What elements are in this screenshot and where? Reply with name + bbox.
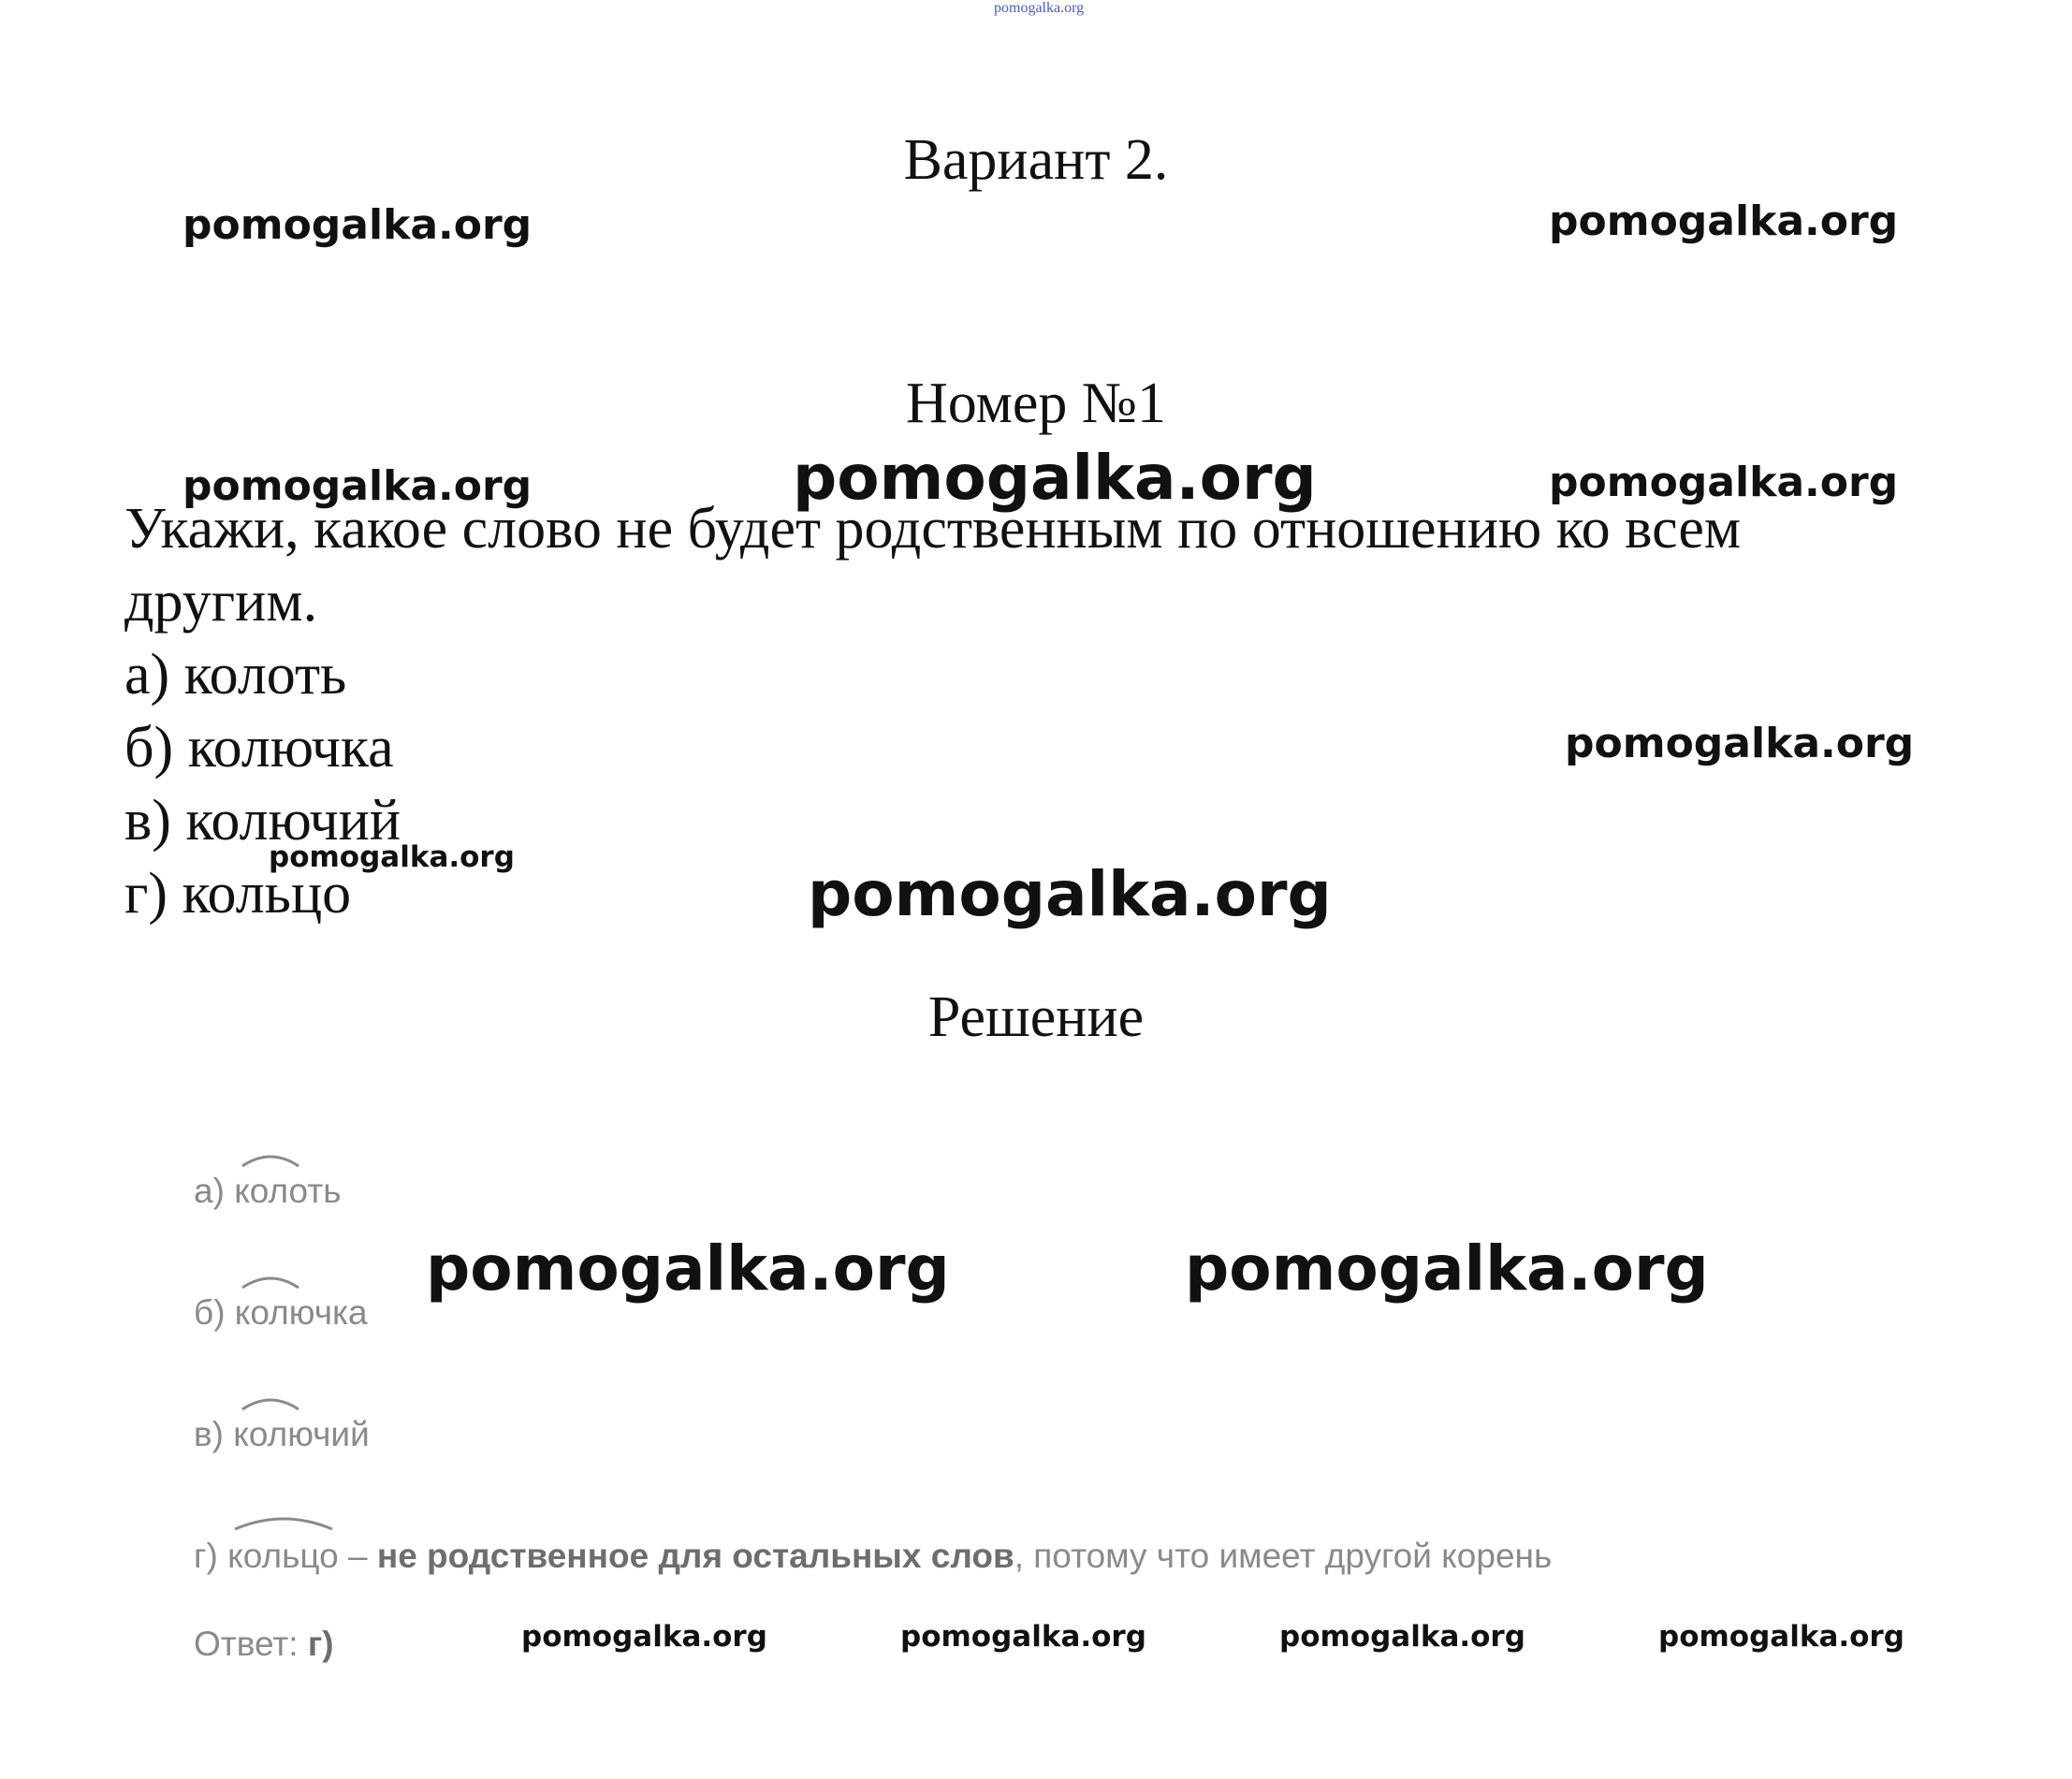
solution-row-g bbox=[194, 1537, 1552, 1576]
solution-row-a bbox=[194, 1172, 342, 1211]
watermark: pomogalka.org bbox=[900, 1620, 1146, 1654]
solution-word: колючий bbox=[233, 1415, 370, 1453]
watermark: pomogalka.org bbox=[793, 442, 1317, 514]
solution-word: кольцо bbox=[227, 1537, 339, 1575]
solution-dash: – bbox=[338, 1537, 377, 1575]
task-option-b: б) колючка bbox=[124, 716, 394, 780]
task-option-v: в) колючий bbox=[124, 789, 401, 853]
watermark: pomogalka.org bbox=[1549, 197, 1899, 245]
solution-prefix: в) bbox=[194, 1415, 224, 1453]
watermark: pomogalka.org bbox=[808, 858, 1332, 930]
solution-word: колючка bbox=[234, 1293, 368, 1332]
solution-prefix: г) bbox=[194, 1537, 218, 1575]
root-arc-icon bbox=[240, 1147, 301, 1170]
solution-word: колоть bbox=[234, 1172, 342, 1210]
task-option-g: г) кольцо bbox=[124, 862, 352, 926]
root-arc-icon bbox=[232, 1510, 335, 1533]
watermark: pomogalka.org bbox=[1279, 1620, 1525, 1654]
solution-explanation: , потому что имеет другой корень bbox=[1014, 1537, 1553, 1575]
watermark-top: pomogalka.org bbox=[994, 0, 1085, 16]
watermark: pomogalka.org bbox=[1565, 720, 1915, 767]
number-heading: Номер №1 bbox=[905, 372, 1166, 435]
watermark: pomogalka.org bbox=[521, 1620, 767, 1654]
watermark: pomogalka.org bbox=[182, 201, 533, 249]
solution-row-b bbox=[194, 1293, 368, 1333]
watermark: pomogalka.org bbox=[1549, 459, 1899, 506]
answer-value: г) bbox=[307, 1625, 334, 1663]
root-arc-icon bbox=[240, 1269, 301, 1291]
watermark: pomogalka.org bbox=[1658, 1620, 1904, 1654]
watermark: pomogalka.org bbox=[426, 1232, 950, 1305]
watermark: pomogalka.org bbox=[269, 840, 515, 874]
task-option-a: а) колоть bbox=[124, 643, 347, 707]
solution-heading: Решение bbox=[927, 985, 1145, 1049]
root-arc-icon bbox=[240, 1391, 301, 1413]
answer-label: Ответ: bbox=[194, 1625, 308, 1663]
watermark: pomogalka.org bbox=[1185, 1232, 1709, 1305]
solution-explanation-bold: не родственное для остальных слов bbox=[376, 1537, 1014, 1575]
task-question-line: Укажи, какое слово не будет родственным по отношению ко всем bbox=[124, 497, 1742, 561]
solution-row-v bbox=[194, 1415, 370, 1454]
solution-prefix: б) bbox=[194, 1293, 226, 1332]
answer bbox=[194, 1625, 334, 1664]
variant-heading: Вариант 2. bbox=[903, 128, 1169, 192]
task-question-line: другим. bbox=[124, 570, 318, 634]
watermark: pomogalka.org bbox=[182, 462, 533, 510]
solution-prefix: а) bbox=[194, 1172, 225, 1210]
